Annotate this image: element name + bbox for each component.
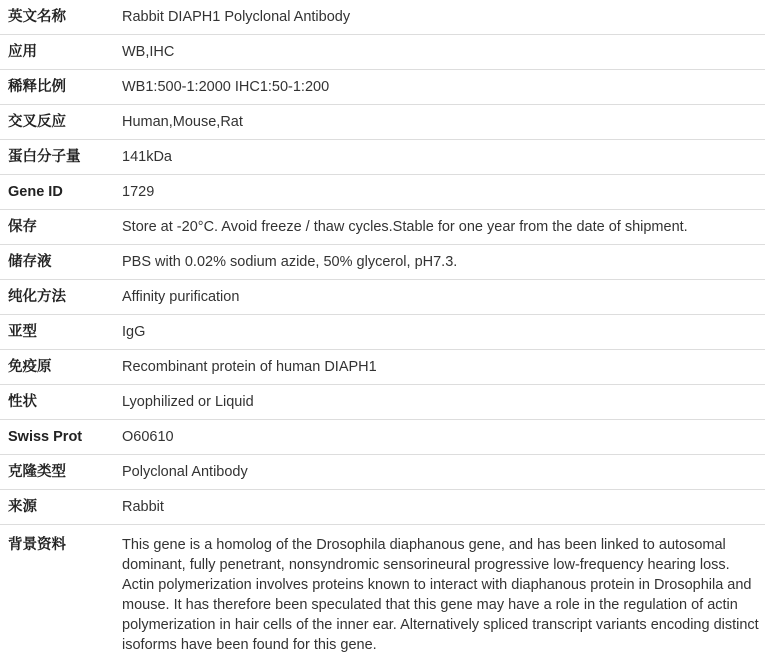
spec-row-isotype [0,315,765,350]
spec-value: Rabbit DIAPH1 Polyclonal Antibody [122,0,765,35]
spec-row-molecular-weight [0,140,765,175]
spec-row-storage [0,210,765,245]
spec-row-english-name [0,0,765,35]
spec-row-purification [0,280,765,315]
spec-label: 储存液 [0,245,122,280]
spec-label: 来源 [0,490,122,525]
background-description: This gene is a homolog of the Drosophila diaphanous gene, and has been linked to autosomal dominant, fully penetrant, nonsyndromic sensorineural progressive low-frequency hearing loss. Actin polymerization involves proteins known to interact with diaphanous protein in Drosophila and mouse. It has therefore been speculated that this gene may have a role in the regulation of actin polymerization in hair cells of the inner ear. Alternatively spliced transcript variants encoding distinct isoforms have been found for this gene. [122,537,759,653]
spec-value: PBS with 0.02% sodium azide, 50% glycerol, pH7.3. [122,245,765,280]
spec-row-swiss-prot [0,420,765,455]
spec-label: 蛋白分子量 [0,140,122,175]
spec-label: 应用 [0,35,122,70]
spec-value: 1729 [122,175,765,210]
spec-value: WB1:500-1:2000 IHC1:50-1:200 [122,70,765,105]
spec-value: Affinity purification [122,280,765,315]
spec-row-reactivity [0,105,765,140]
spec-value: Lyophilized or Liquid [122,385,765,420]
spec-row-immunogen [0,350,765,385]
spec-label: Swiss Prot [0,420,122,455]
spec-label: 性状 [0,385,122,420]
spec-row-dilution [0,70,765,105]
spec-row-host [0,490,765,525]
spec-row-clonality [0,455,765,490]
spec-label: 克隆类型 [0,455,122,490]
spec-label: 交叉反应 [0,105,122,140]
spec-value: WB,IHC [122,35,765,70]
spec-row-background [0,525,765,663]
spec-label: 保存 [0,210,122,245]
spec-value: Rabbit [122,490,765,525]
spec-row-gene-id [0,175,765,210]
spec-value: Polyclonal Antibody [122,455,765,490]
spec-label: 免疫原 [0,350,122,385]
spec-value: IgG [122,315,765,350]
spec-row-buffer [0,245,765,280]
spec-value: Store at -20°C. Avoid freeze / thaw cycles.Stable for one year from the date of shipment. [122,210,765,245]
spec-row-form [0,385,765,420]
spec-label: Gene ID [0,175,122,210]
spec-label: 纯化方法 [0,280,122,315]
spec-value: 141kDa [122,140,765,175]
spec-label: 英文名称 [0,0,122,35]
spec-row-application [0,35,765,70]
spec-label: 背景资料 [8,537,66,553]
spec-label: 亚型 [0,315,122,350]
spec-value: O60610 [122,420,765,455]
spec-value: Human,Mouse,Rat [122,105,765,140]
spec-value: Recombinant protein of human DIAPH1 [122,350,765,385]
spec-label: 稀释比例 [0,70,122,105]
